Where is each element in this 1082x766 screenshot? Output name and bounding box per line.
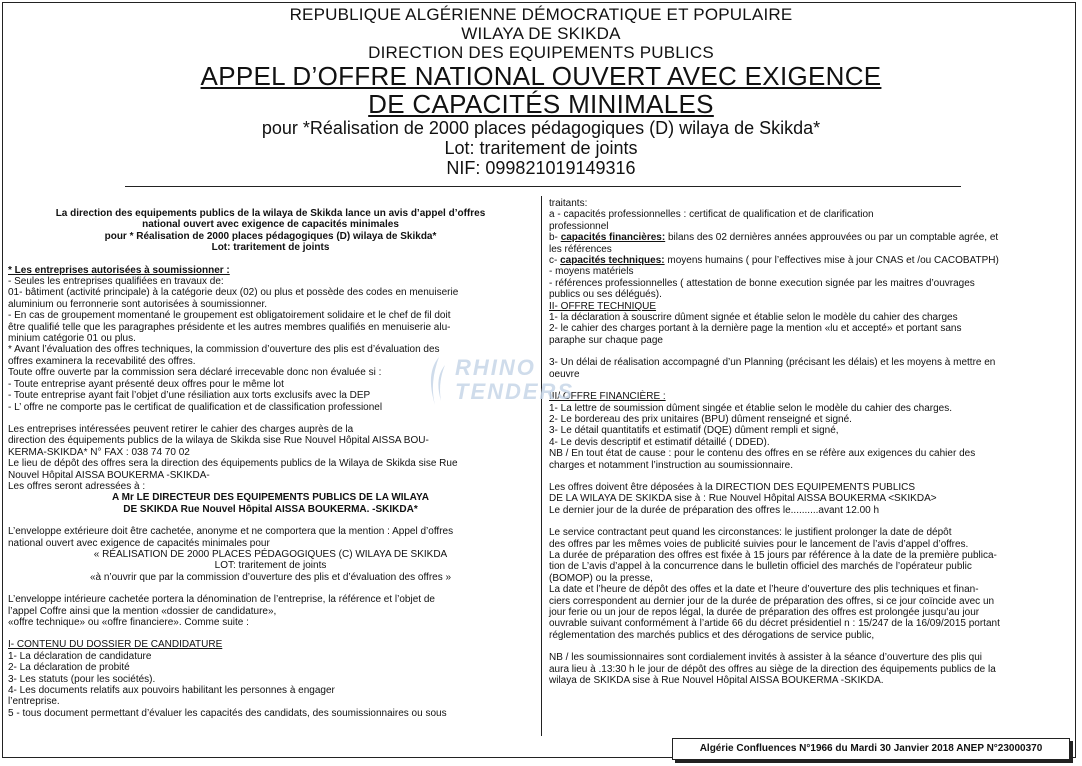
section-title-autorises: * Les entreprises autorisées à soumissionner : [8,264,230,276]
header-wilaya: WILAYA DE SKIKDA [461,24,621,43]
list-item: l’entreprise. [8,696,60,708]
header-republic: REPUBLIQUE ALGÉRIENNE DÉMOCRATIQUE ET POPULAIRE [289,5,793,24]
text-line: des offres par les mêmes voies de publicité suivies pour le lancement de l’avis d’appel d’offres. [549,538,969,550]
text-line: KERMA-SKIKDA* N° FAX : 038 74 70 02 [8,446,190,458]
left-column [8,208,533,719]
item-prefix: b- [549,232,558,244]
text-line: «offre technique» ou «offre financiere». Comme suite : [8,617,249,628]
text-line: Nouvel Hôpital AISSA BOUKERMA -SKIKDA- [8,469,210,481]
text-line: (BOMOP) ou la presse, [549,572,653,584]
text-line: Les entreprises intéressées peuvent retirer le cahier des charges auprès de la [8,423,354,435]
text-line: traitants: [549,198,588,209]
text-line: national ouvert avec exigence de capacités minimales pour [8,537,270,549]
list-item: 3- Les statuts (pour les sociétés). [8,673,156,685]
text-line: minium catégorie 01 ou plus. [8,333,136,345]
item-prefix: c- [549,255,558,267]
intro-line: La direction des equipements publics de la wilaya de Skikda lance un avis d’appel d’offres [55,208,486,219]
list-item: 1- la déclaration à souscrire dûment signée et établie selon le modèle du cahier des charges [549,312,958,324]
text-line: Le dernier jour de la durée de préparation des offres le..........avant 12.00 h [549,504,880,516]
list-item: 4- Les documents relatifs aux pouvoirs habilitant les personnes à engager [8,685,335,697]
list-item: paraphe sur chaque page [549,334,663,346]
text-line: aura lieu à .13:30 h le jour de dépôt des offres au siège de la direction des équipements publics de la [549,663,996,675]
header-divider [125,186,961,187]
text-line: NB / En tout état de cause : pour le contenu des offres en se réfère aux exigences du cahier des [549,448,976,460]
list-item: 1- La déclaration de candidature [8,650,152,662]
section-title-offre-technique: II- OFFRE TECHNIQUE [549,300,657,312]
text-line: l’appel Coffre ainsi que la mention «dossier de candidature», [8,605,277,617]
text-line [549,255,1071,266]
text-line: - En cas de groupement momentané le groupement est obligatoirement solidaire et le chef de fil doit [8,310,451,322]
text-line: DE LA WILAYA DE SKIKDA sise à : Rue Nouvel Hôpital AISSA BOUKERMA <SKIKDA> [549,493,937,505]
text-line: Le service contractant peut quand les circonstances: le justifient prolonger la date de dépôt [549,527,952,539]
text-line: les références [549,243,612,255]
text-line: être qualifié telle que les paragraphes présidente et les autres membres qualifiés en menuiserie alu- [8,321,451,333]
text-fragment: bilans des 02 dernières années approuvées ou par un comptable agrée, et [665,232,999,244]
text-line: tion de L’avis d’appel à la concurrence dans le bulletin officiel des marchés de l’opérateur public [549,561,972,573]
capacites-financieres-label: capacités financières: [560,232,666,244]
text-line: - références professionnelles ( attestation de bonne execution signée par les maitres d’ouvrages [549,277,975,289]
list-item: 3- Le détail quantitatifs et estimatif (DQE) dûment rempli et signé, [549,425,839,437]
text-line: a - capacités professionnelles : certificat de qualification et de clarification [549,209,874,221]
text-line: Toute offre ouverte par la commission sera déclaré irrecevable donc non évaluée si : [8,367,382,379]
text-line: L’enveloppe intérieure cachetée portera la dénomination de l’entreprise, la référence et l’objet de [8,594,435,606]
text-line: - Seules les entreprises qualifiées en travaux de: [8,276,224,288]
text-line: Le lieu de dépôt des offres sera la direction des équipements publics de la Wilaya de Skikda sise Rue [8,458,458,470]
text-line: La durée de préparation des offres est fixée à 15 jours par référence à la date de la première publica- [549,549,997,561]
text-line: réglementation des marchés publics et des dérogations de service public, [549,629,875,641]
header-direction: DIRECTION DES EQUIPEMENTS PUBLICS [368,43,714,62]
list-item: 2- La déclaration de probité [8,662,130,674]
text-line: publics ou ses délégués). [549,289,662,301]
text-line: NB / les soumissionnaires sont cordialement invités à assister à la séance d’ouverture des plis qui [549,652,982,664]
intro-line: national ouvert avec exigence de capacités minimales [142,219,399,231]
text-line: 01- bâtiment (activité principale) à la catégorie deux (02) ou plus et possède des codes en menuiserie [8,287,459,299]
text-line: L’enveloppe extérieure doit être cachetée, anonyme et ne comportera que la mention : Appel d’offres [8,526,454,538]
text-line: La date et l’heure de dépôt des offes et la date et l’heure d’ouverture des plis techniques et finan- [549,584,979,596]
text-line: ouvrable suivant conformément à l’artide 66 du décret présidentiel n : 15/247 de la 16/09/2015 portant [549,618,1000,630]
text-line: charges et notamment l’instruction au soumissionnaire. [549,459,794,471]
section-title-contenu: I- CONTENU DU DOSSIER DE CANDIDATURE [8,639,223,651]
section-title-offre-financiere: III/ OFFRE FINANCIÈRE : [549,391,666,403]
text-line: direction des équipements publics de la wilaya de Skikda sise Rue Nouvel Hôpital AISSA BOU- [8,435,429,447]
text-line: LOT: traritement de joints [214,560,327,572]
address-line: DE SKIKDA Rue Nouvel Hôpital AISSA BOUKERMA. -SKIKDA* [123,503,418,515]
publication-footer: Algérie Confluences N°1966 du Mardi 30 Janvier 2018 ANEP N°23000370 [672,738,1070,760]
right-column [549,198,1071,686]
notice-title-line1: APPEL D’OFFRE NATIONAL OUVERT AVEC EXIGENCE [200,61,882,91]
text-line: Les offres doivent être déposées à la DIRECTION DES EQUIPEMENTS PUBLICS [549,481,916,493]
notice-title-line2: DE CAPACITÉS MINIMALES [368,89,714,119]
text-line: - L’ offre ne comporte pas le certificat de qualification et de classification professionel [8,401,383,413]
notice-subtitle: pour *Réalisation de 2000 places pédagogiques (D) wilaya de Skikda* [261,118,821,138]
text-line: aluminium ou ferronnerie sont autorisées à soumissionner. [8,298,268,310]
list-item: 1- La lettre de soumission dûment singée et établie selon le modèle du cahier des charges. [549,402,953,414]
list-item: 2- le cahier des charges portant à la dernière page la mention «lu et accepté» et portant sans [549,323,962,335]
list-item: 2- Le bordereau des prix unitaires (BPU) dûment renseigné et signé. [549,413,852,425]
text-line [549,232,1071,243]
column-divider [541,196,542,736]
text-line: ciers correspondent au dernier jour de la durée de préparation des offres, si ce jour coïncide avec un [549,595,995,607]
intro-line: pour * Réalisation de 2000 places pédagogiques (D) wilaya de Skikda* [104,230,437,242]
text-line: - Toute entreprise ayant fait l’objet d’une résiliation aux torts exclusifs avec la DEP [8,390,371,402]
text-line: jour ferie ou un jour de repos légal, la durée de préparation des offres est prolongée jusqu’au jour [549,607,980,618]
text-line: «à n’ouvrir que par la commission d’ouverture des plis et d’évaluation des offres » [89,571,452,583]
text-line: Les offres seront adressées à : [8,480,146,492]
notice-nif: NIF: 099821019149316 [446,158,636,178]
list-item: 3- Un délai de réalisation accompagné d’un Planning (précisant les délais) et les moyens à mettre en [549,357,996,369]
watermark-text-line1: RHINO [455,355,536,380]
notice-lot: Lot: traritement de joints [444,138,638,158]
header [0,5,1082,178]
text-fragment: moyens humains ( pour l’effectives mise à jour CNAS et /ou CACOBATPH) [664,255,999,267]
intro-line: Lot: traritement de joints [211,242,330,254]
text-line: * Avant l’évaluation des offres techniques, la commission d’ouverture des plis est d’évaluation des [8,344,440,356]
capacites-techniques-label: capacités techniques: [560,255,665,267]
address-line: A Mr LE DIRECTEUR DES EQUIPEMENTS PUBLICS DE LA WILAYA [112,492,429,504]
text-line: - Toute entreprise ayant présenté deux offres pour le même lot [8,378,284,390]
list-item: 4- Le devis descriptif et estimatif détaillé ( DDED). [549,436,770,448]
text-line: « RÉALISATION DE 2000 PLACES PÉDAGOGIQUES (C) WILAYA DE SKIKDA [93,548,448,560]
text-line: offres examinera la recevabilité des offres. [8,355,196,367]
list-item: oeuvre [549,368,580,380]
text-line: - moyens matériels [549,266,634,278]
list-item: 5 - tous document permettant d’évaluer les capacités des candidats, des soumissionnaires ou sous [8,707,447,719]
watermark-text-line2: TENDERS [455,379,575,404]
text-line: professionnel [549,220,609,232]
text-line: wilaya de SKIKDA sise à Rue Nouvel Hôpital AISSA BOUKERMA -SKIKDA. [549,675,884,687]
